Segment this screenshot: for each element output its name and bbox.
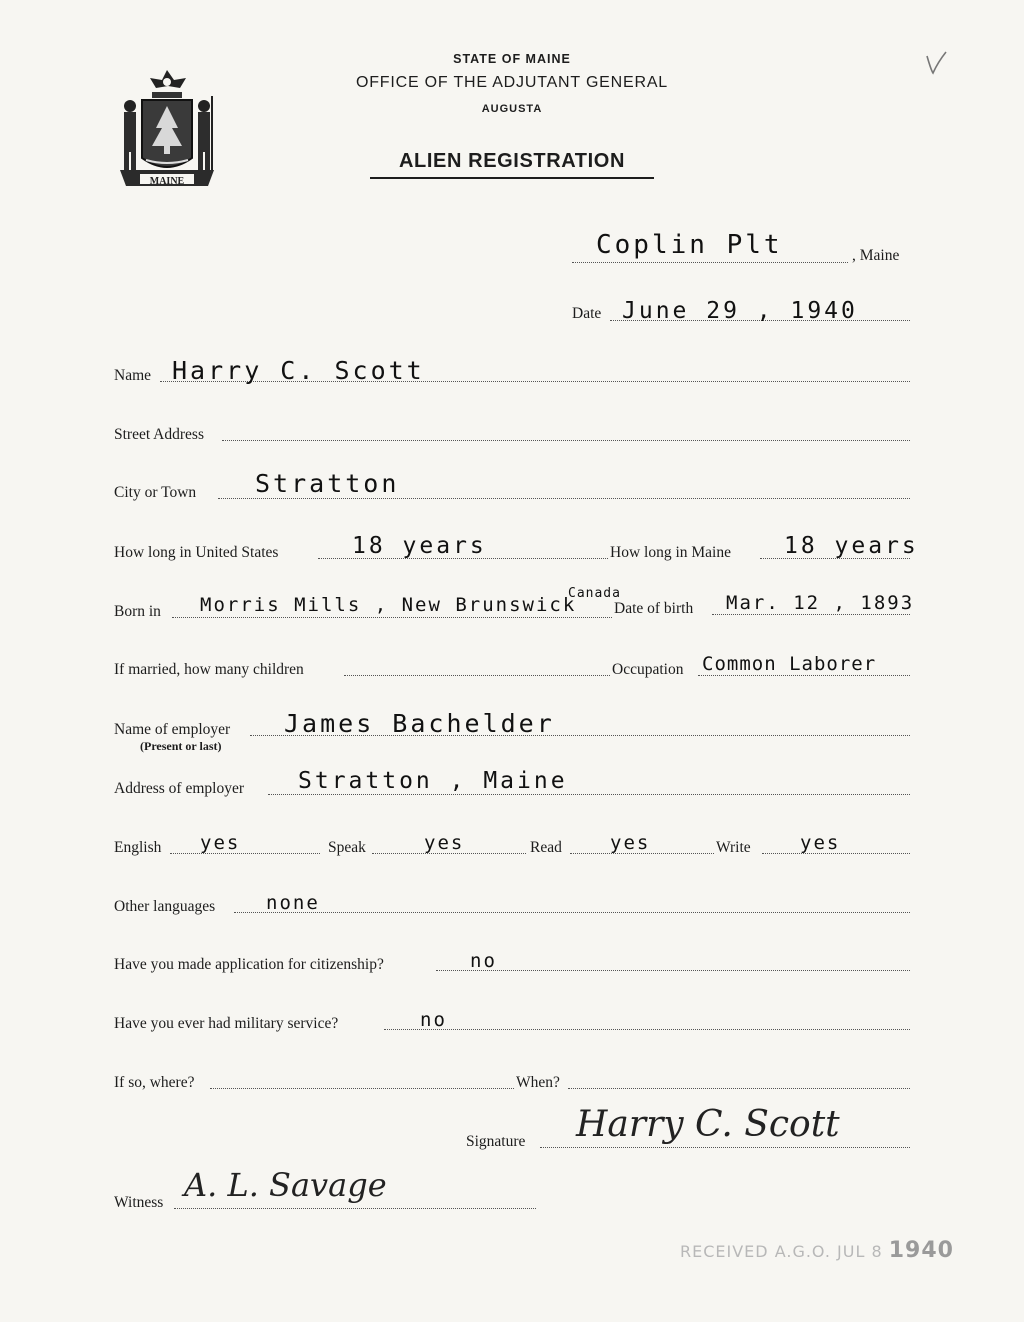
citizenship-value: no xyxy=(470,950,497,972)
city-line xyxy=(218,498,910,499)
office-heading: OFFICE OF THE ADJUTANT GENERAL xyxy=(355,74,669,91)
employer-address-label: Address of employer xyxy=(114,780,244,797)
date-label: Date xyxy=(572,305,602,322)
street-label: Street Address xyxy=(114,426,204,443)
other-languages-value: none xyxy=(266,892,320,914)
employer-address-line xyxy=(268,794,910,795)
place-suffix: , Maine xyxy=(852,247,900,264)
date-value: June 29 , 1940 xyxy=(622,298,858,324)
city-label: City or Town xyxy=(114,484,197,501)
signature-label: Signature xyxy=(466,1133,526,1150)
born-line xyxy=(172,617,612,618)
occupation-value: Common Laborer xyxy=(702,653,877,675)
maine-state-seal-icon xyxy=(112,66,222,190)
dob-label: Date of birth xyxy=(614,600,694,617)
maine-years-value: 18 years xyxy=(784,533,919,559)
received-stamp xyxy=(680,1238,954,1263)
employer-label: Name of employer xyxy=(114,721,231,738)
received-stamp-text: RECEIVED A.G.O. JUL 8 xyxy=(680,1242,883,1261)
english-value: yes xyxy=(200,832,241,854)
city-heading: AUGUSTA xyxy=(481,103,543,115)
name-value: Harry C. Scott xyxy=(172,356,425,385)
state-heading: STATE OF MAINE xyxy=(453,52,571,66)
speak-value: yes xyxy=(424,832,465,854)
write-value: yes xyxy=(800,832,841,854)
military-line xyxy=(384,1029,910,1030)
witness-value: A. L. Savage xyxy=(184,1166,387,1204)
citizenship-label: Have you made application for citizenship? xyxy=(114,956,384,973)
name-label: Name xyxy=(114,367,152,384)
occupation-line xyxy=(698,675,910,676)
write-label: Write xyxy=(716,839,751,856)
other-languages-line xyxy=(234,912,910,913)
born-label: Born in xyxy=(114,603,161,620)
english-label: English xyxy=(114,839,162,856)
us-years-value: 18 years xyxy=(352,533,487,559)
place-value: Coplin Plt xyxy=(596,230,783,260)
born-value: Morris Mills , New Brunswick xyxy=(200,594,577,616)
children-line xyxy=(344,675,610,676)
english-line xyxy=(170,853,320,854)
speak-label: Speak xyxy=(328,839,366,856)
signature-value: Harry C. Scott xyxy=(576,1104,840,1145)
witness-label: Witness xyxy=(114,1194,164,1211)
maine-years-label: How long in Maine xyxy=(610,544,731,561)
read-value: yes xyxy=(610,832,651,854)
when-line xyxy=(568,1088,910,1089)
received-stamp-year: 1940 xyxy=(888,1238,954,1263)
citizenship-line xyxy=(436,970,910,971)
employer-value: James Bachelder xyxy=(284,709,555,738)
street-line xyxy=(222,440,910,441)
military-value: no xyxy=(420,1009,447,1031)
check-mark-icon xyxy=(924,50,948,76)
where-line xyxy=(210,1088,514,1089)
seal-banner xyxy=(140,174,194,186)
military-label: Have you ever had military service? xyxy=(114,1015,339,1032)
us-years-label: How long in United States xyxy=(114,544,279,561)
employer-address-value: Stratton , Maine xyxy=(298,768,568,794)
employer-sublabel: (Present or last) xyxy=(140,739,222,753)
born-country-value: Canada xyxy=(568,586,621,601)
place-line xyxy=(572,262,848,263)
occupation-label: Occupation xyxy=(612,661,684,678)
children-label: If married, how many children xyxy=(114,661,304,678)
dob-line xyxy=(712,614,910,615)
witness-line xyxy=(174,1208,536,1209)
read-label: Read xyxy=(530,839,562,856)
seal-banner-text: MAINE xyxy=(149,176,185,186)
city-value: Stratton xyxy=(255,469,400,498)
where-label: If so, where? xyxy=(114,1074,195,1091)
form-title: ALIEN REGISTRATION xyxy=(370,150,654,179)
when-label: When? xyxy=(516,1074,560,1091)
other-languages-label: Other languages xyxy=(114,898,216,915)
dob-value: Mar. 12 , 1893 xyxy=(726,592,915,614)
signature-line xyxy=(540,1147,910,1148)
